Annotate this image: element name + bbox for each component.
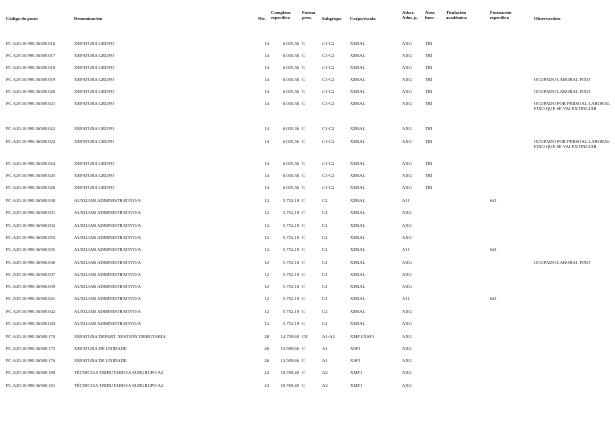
cell-den: AUXILIAR ADMINISTRATIVO/A [74, 247, 141, 252]
cell-sub: A1-A2 [322, 334, 335, 339]
table-row [0, 139, 615, 151]
cell-forma: C [302, 370, 306, 375]
cell-den: XEFATURA GRUPO [74, 126, 115, 131]
cell-den: XEFATURA GRUPO [74, 53, 115, 58]
cell-den: AUXILIAR ADMINISTRATIVO/A [74, 296, 141, 301]
cell-niv: 12 [264, 235, 269, 240]
cell-den: XEFATURA GRUPO [74, 185, 115, 190]
cell-area: TRI [425, 126, 433, 131]
cell-den: TÉCNICO/A TRIBUTARIO/A SUBGRUPO A2 [74, 370, 164, 375]
table-row [0, 77, 615, 89]
cell-den: XEFATURA GRUPO [74, 41, 115, 46]
table-row [0, 161, 615, 173]
cell-forma: C [302, 139, 306, 144]
cell-sub: C2 [322, 210, 328, 215]
cell-corpo: XSF1 [350, 346, 361, 351]
cell-forma: C [302, 77, 306, 82]
cell-niv: 14 [264, 101, 269, 106]
cell-forma: C [302, 101, 306, 106]
cell-den: XEFATURA GRUPO [74, 101, 115, 106]
cell-sub: C1-C2 [322, 173, 335, 178]
cell-code: PC.A29.10.990.36580.021 [6, 101, 56, 106]
cell-den: AUXILIAR ADMINISTRATIVO/A [74, 260, 141, 265]
cell-obs: OCUPADO POR PERSOAL LABORAL FIXO QUE SE VAI EXTINGUIR [534, 139, 610, 150]
cell-sub: C1-C2 [322, 41, 335, 46]
cell-den: XEFATURA DEPART. XESTIÓN TRIBUTARIA [74, 334, 166, 339]
cell-corpo: XERAL [350, 284, 366, 289]
cell-forma: C [302, 358, 306, 363]
cell-sub: C2 [322, 247, 328, 252]
cell-niv: 12 [264, 272, 269, 277]
cell-code: PC.A29.10.990.36580.026 [6, 185, 56, 190]
cell-ads: AXG [402, 235, 412, 240]
table-row [0, 296, 615, 308]
cell-corpo: XERAL [350, 53, 366, 58]
table-row [0, 101, 615, 113]
cell-form: 641 [490, 247, 497, 252]
table-row [0, 198, 615, 210]
cell-comp: 5.752,18 [282, 247, 299, 252]
cell-code: PC.A29.10.990.36580.016 [6, 41, 56, 46]
header-observations: Observacións [534, 16, 561, 21]
cell-corpo: XERAL [350, 65, 366, 70]
cell-corpo: XERAL [350, 235, 366, 240]
cell-corpo: XERAL [350, 223, 366, 228]
cell-area: TRI [425, 41, 433, 46]
cell-den: TÉCNICO/A TRIBUTARIO/A SUBGRUPO A2 [74, 383, 164, 388]
cell-ads: AXG [402, 173, 412, 178]
cell-sub: C1-C2 [322, 161, 335, 166]
cell-den: XEFATURA GRUPO [74, 89, 115, 94]
cell-obs: OCUPADO LABORAL FIXO [534, 77, 591, 82]
cell-ads: AXG [402, 260, 412, 265]
cell-code: PC.A29.10.990.36580.039 [6, 284, 56, 289]
cell-area: TRI [425, 101, 433, 106]
cell-ads: AXG [402, 284, 412, 289]
cell-corpo: XERAL [350, 173, 366, 178]
cell-ads: AXG [402, 53, 412, 58]
cell-ads: A11 [402, 198, 410, 203]
cell-sub: C2 [322, 198, 328, 203]
cell-code: PC.A29.10.990.36580.035 [6, 247, 56, 252]
cell-den: XEFATURA DE UNIDADE [74, 358, 127, 363]
cell-comp: 13.509,66 [280, 346, 299, 351]
table-row [0, 210, 615, 222]
cell-forma: C [302, 210, 306, 215]
cell-forma: C [302, 296, 306, 301]
cell-obs: OCUPADO LABORAL FIXO [534, 89, 591, 94]
cell-comp: 6.035,36 [282, 185, 299, 190]
cell-den: AUXILIAR ADMINISTRATIVO/A [74, 223, 141, 228]
cell-code: PC.A29.10.990.36580.036 [6, 260, 56, 265]
header-complement: Complem. específico [271, 10, 292, 21]
cell-niv: 14 [264, 139, 269, 144]
cell-comp: 5.752,18 [282, 309, 299, 314]
cell-corpo: XMF1/XSF1 [350, 334, 375, 339]
cell-code: PC.A29.10.990.36580.042 [6, 309, 56, 314]
cell-code: PC.A29.10.990.36580.019 [6, 77, 56, 82]
cell-area: TRI [425, 53, 433, 58]
cell-comp: 6.035,36 [282, 53, 299, 58]
cell-corpo: XERAL [350, 126, 366, 131]
table-row [0, 284, 615, 296]
cell-forma: C [302, 173, 306, 178]
cell-sub: C2 [322, 284, 328, 289]
cell-sub: C2 [322, 272, 328, 277]
cell-forma: C [302, 53, 306, 58]
cell-form: 641 [490, 198, 497, 203]
cell-corpo: XERAL [350, 41, 366, 46]
cell-ads: AXG [402, 272, 412, 277]
cell-comp: 6.035,36 [282, 101, 299, 106]
cell-ads: AXG [402, 41, 412, 46]
cell-forma: C [302, 223, 306, 228]
cell-code: PC.A29.10.990.36580.025 [6, 173, 56, 178]
table-row [0, 247, 615, 259]
cell-sub: C1-C2 [322, 126, 335, 131]
cell-sub: C1-C2 [322, 53, 335, 58]
cell-sub: C1-C2 [322, 65, 335, 70]
cell-corpo: XERAL [350, 198, 366, 203]
cell-den: XEFATURA GRUPO [74, 65, 115, 70]
cell-niv: 12 [264, 247, 269, 252]
table-row [0, 41, 615, 53]
cell-den: XEFATURA GRUPO [74, 77, 115, 82]
cell-corpo: XERAL [350, 260, 366, 265]
cell-forma: C [302, 284, 306, 289]
cell-comp: 10.769,40 [280, 383, 299, 388]
table-row [0, 309, 615, 321]
cell-corpo: XERAL [350, 210, 366, 215]
cell-comp: 5.752,18 [282, 198, 299, 203]
cell-obs: OCUPADO POR PERSOAL LABORAL FIXO QUE SE VAI EXTINGUIR [534, 101, 610, 112]
cell-den: AUXILIAR ADMINISTRATIVO/A [74, 321, 141, 326]
cell-den: AUXILIAR ADMINISTRATIVO/A [74, 198, 141, 203]
cell-sub: A2 [322, 383, 328, 388]
cell-comp: 10.769,40 [280, 370, 299, 375]
cell-sub: A1 [322, 358, 328, 363]
cell-comp: 5.752,18 [282, 223, 299, 228]
cell-niv: 14 [264, 173, 269, 178]
table-row [0, 89, 615, 101]
cell-sub: C1-C2 [322, 89, 335, 94]
cell-ads: AXG [402, 309, 412, 314]
cell-forma: C [302, 185, 306, 190]
table-row [0, 235, 615, 247]
cell-comp: 6.035,36 [282, 126, 299, 131]
cell-ads: AXG [402, 185, 412, 190]
cell-forma: C [302, 89, 306, 94]
cell-forma: C [302, 198, 306, 203]
cell-ads: A11 [402, 296, 410, 301]
cell-ads: AXG [402, 334, 412, 339]
cell-comp: 6.035,36 [282, 65, 299, 70]
cell-comp: 6.035,36 [282, 77, 299, 82]
cell-niv: 12 [264, 210, 269, 215]
cell-corpo: XERAL [350, 309, 366, 314]
cell-sub: C1-C2 [322, 101, 335, 106]
cell-niv: 12 [264, 198, 269, 203]
table-row [0, 185, 615, 197]
cell-ads: AXG [402, 161, 412, 166]
cell-forma: C [302, 260, 306, 265]
cell-den: AUXILIAR ADMINISTRATIVO/A [74, 284, 141, 289]
cell-code: PC.A29.10.990.36580.030 [6, 198, 56, 203]
table-row [0, 223, 615, 235]
cell-form: 641 [490, 296, 497, 301]
cell-comp: 6.035,36 [282, 89, 299, 94]
cell-comp: 5.752,18 [282, 296, 299, 301]
cell-niv: 12 [264, 284, 269, 289]
cell-den: XEFATURA GRUPO [74, 161, 115, 166]
cell-obs: OCUPADO LABORAL FIXO [534, 260, 591, 265]
cell-niv: 14 [264, 77, 269, 82]
table-row [0, 370, 615, 382]
cell-code: PC.A29.10.990.36580.018 [6, 65, 56, 70]
cell-ads: AXG [402, 89, 412, 94]
cell-ads: AXG [402, 223, 412, 228]
cell-niv: 28 [264, 334, 269, 339]
cell-niv: 12 [264, 260, 269, 265]
cell-corpo: XMF1 [350, 383, 363, 388]
cell-comp: 5.752,18 [282, 321, 299, 326]
cell-forma: C [302, 309, 306, 314]
cell-area: TRI [425, 65, 433, 70]
cell-code: PC.A29.10.990.36580.180 [6, 370, 56, 375]
cell-ads: AXG [402, 358, 412, 363]
cell-code: PC.A29.10.990.36580.020 [6, 89, 56, 94]
cell-niv: 14 [264, 53, 269, 58]
header-body-scale: Corpo/escala [350, 16, 376, 21]
cell-corpo: XERAL [350, 77, 366, 82]
cell-sub: C2 [322, 223, 328, 228]
table-row [0, 126, 615, 138]
cell-den: AUXILIAR ADMINISTRATIVO/A [74, 210, 141, 215]
cell-niv: 14 [264, 161, 269, 166]
cell-niv: 14 [264, 126, 269, 131]
cell-corpo: XERAL [350, 161, 366, 166]
cell-sub: C1-C2 [322, 77, 335, 82]
cell-sub: A2 [322, 370, 328, 375]
cell-comp: 6.035,36 [282, 173, 299, 178]
cell-area: TRI [425, 185, 433, 190]
cell-sub: C2 [322, 260, 328, 265]
cell-den: XEFATURA GRUPO [74, 139, 115, 144]
cell-sub: C2 [322, 235, 328, 240]
header-denomination: Denominación [74, 16, 103, 21]
cell-ads: AXG [402, 65, 412, 70]
cell-corpo: XERAL [350, 185, 366, 190]
cell-comp: 14.750,69 [280, 334, 299, 339]
cell-comp: 6.035,36 [282, 139, 299, 144]
cell-niv: 24 [264, 370, 269, 375]
cell-forma: C [302, 383, 306, 388]
cell-den: AUXILIAR ADMINISTRATIVO/A [74, 309, 141, 314]
header-level: Nív. [258, 16, 266, 21]
cell-sub: C2 [322, 309, 328, 314]
header-code: Código do posto [6, 16, 38, 21]
cell-comp: 13.509,66 [280, 358, 299, 363]
cell-code: PC.A29.10.990.36580.031 [6, 210, 56, 215]
cell-forma: C [302, 126, 306, 131]
cell-sub: A1 [322, 346, 328, 351]
cell-sub: C2 [322, 296, 328, 301]
cell-corpo: XERAL [350, 89, 366, 94]
cell-code: PC.A29.10.990.36580.017 [6, 53, 56, 58]
cell-code: PC.A29.10.990.36580.041 [6, 296, 56, 301]
cell-corpo: XERAL [350, 101, 366, 106]
table-row [0, 272, 615, 284]
cell-forma: C [302, 272, 306, 277]
cell-code: PC.A29.10.990.36580.022 [6, 126, 56, 131]
cell-code: PC.A29.10.990.36580.024 [6, 161, 56, 166]
cell-corpo: XERAL [350, 247, 366, 252]
cell-corpo: XSF1 [350, 358, 361, 363]
cell-ads: AXG [402, 321, 412, 326]
cell-code: PC.A29.10.990.36580.023 [6, 139, 56, 144]
cell-ads: AXG [402, 101, 412, 106]
cell-code: PC.A29.10.990.36580.033 [6, 235, 56, 240]
table-row [0, 358, 615, 370]
cell-niv: 26 [264, 346, 269, 351]
cell-area: TRI [425, 139, 433, 144]
cell-ads: AXG [402, 383, 412, 388]
header-functional-area: Área func. [425, 10, 435, 21]
table-row [0, 260, 615, 272]
header-academic-degree: Titulación académica [446, 10, 467, 21]
cell-ads: AXG [402, 126, 412, 131]
cell-corpo: XERAL [350, 321, 366, 326]
cell-code: PC.A29.10.990.36580.181 [6, 383, 56, 388]
table-row [0, 321, 615, 333]
cell-niv: 12 [264, 309, 269, 314]
cell-forma: C [302, 247, 306, 252]
cell-area: TRI [425, 77, 433, 82]
cell-den: XEFATURA DE UNIDADE [74, 346, 127, 351]
cell-code: PC.A29.10.990.36580.043 [6, 321, 56, 326]
cell-corpo: XERAL [350, 296, 366, 301]
header-provision-form: Forma prov. [302, 10, 316, 21]
cell-den: AUXILIAR ADMINISTRATIVO/A [74, 235, 141, 240]
cell-den: AUXILIAR ADMINISTRATIVO/A [74, 272, 141, 277]
cell-niv: 14 [264, 185, 269, 190]
cell-niv: 14 [264, 65, 269, 70]
cell-code: PC.A29.10.990.36580.032 [6, 223, 56, 228]
cell-comp: 5.752,18 [282, 235, 299, 240]
cell-niv: 14 [264, 89, 269, 94]
cell-niv: 26 [264, 358, 269, 363]
cell-code: PC.A29.10.990.36580.176 [6, 358, 56, 363]
cell-area: TRI [425, 161, 433, 166]
table-row [0, 334, 615, 346]
cell-ads: AXG [402, 210, 412, 215]
cell-comp: 5.752,18 [282, 210, 299, 215]
cell-code: PC.A29.10.990.36580.170 [6, 334, 56, 339]
table-row [0, 346, 615, 358]
cell-sub: C1-C2 [322, 139, 335, 144]
cell-area: TRI [425, 89, 433, 94]
cell-den: XEFATURA GRUPO [74, 173, 115, 178]
cell-niv: 14 [264, 41, 269, 46]
table-row [0, 65, 615, 77]
cell-forma: C [302, 41, 306, 46]
cell-ads: A11 [402, 247, 410, 252]
cell-comp: 6.035,36 [282, 161, 299, 166]
cell-code: PC.A29.10.990.36580.175 [6, 346, 56, 351]
cell-comp: 5.752,18 [282, 260, 299, 265]
table-row [0, 53, 615, 65]
header-adscription: Adscr. Adm. p. [402, 10, 418, 21]
cell-sub: C2 [322, 321, 328, 326]
cell-forma: C [302, 235, 306, 240]
cell-ads: AXG [402, 139, 412, 144]
cell-niv: 12 [264, 223, 269, 228]
cell-niv: 24 [264, 383, 269, 388]
cell-corpo: XERAL [350, 139, 366, 144]
cell-comp: 5.752,18 [282, 284, 299, 289]
table-row [0, 173, 615, 185]
cell-code: PC.A29.10.990.36580.037 [6, 272, 56, 277]
cell-sub: C1-C2 [322, 185, 335, 190]
cell-ads: AXG [402, 77, 412, 82]
cell-comp: 5.752,18 [282, 272, 299, 277]
cell-corpo: XERAL [350, 272, 366, 277]
cell-ads: AXG [402, 370, 412, 375]
cell-forma: C [302, 321, 306, 326]
cell-forma: CE [302, 334, 308, 339]
cell-comp: 6.035,36 [282, 41, 299, 46]
cell-niv: 12 [264, 321, 269, 326]
header-specific-training: Formación específica [490, 10, 512, 21]
table-row [0, 383, 615, 395]
cell-corpo: XMF1 [350, 370, 363, 375]
cell-area: TRI [425, 173, 433, 178]
cell-niv: 12 [264, 296, 269, 301]
cell-ads: AXG [402, 346, 412, 351]
header-subgroup: Subgrupo [322, 16, 342, 21]
cell-forma: C [302, 346, 306, 351]
cell-forma: C [302, 65, 306, 70]
cell-forma: C [302, 161, 306, 166]
